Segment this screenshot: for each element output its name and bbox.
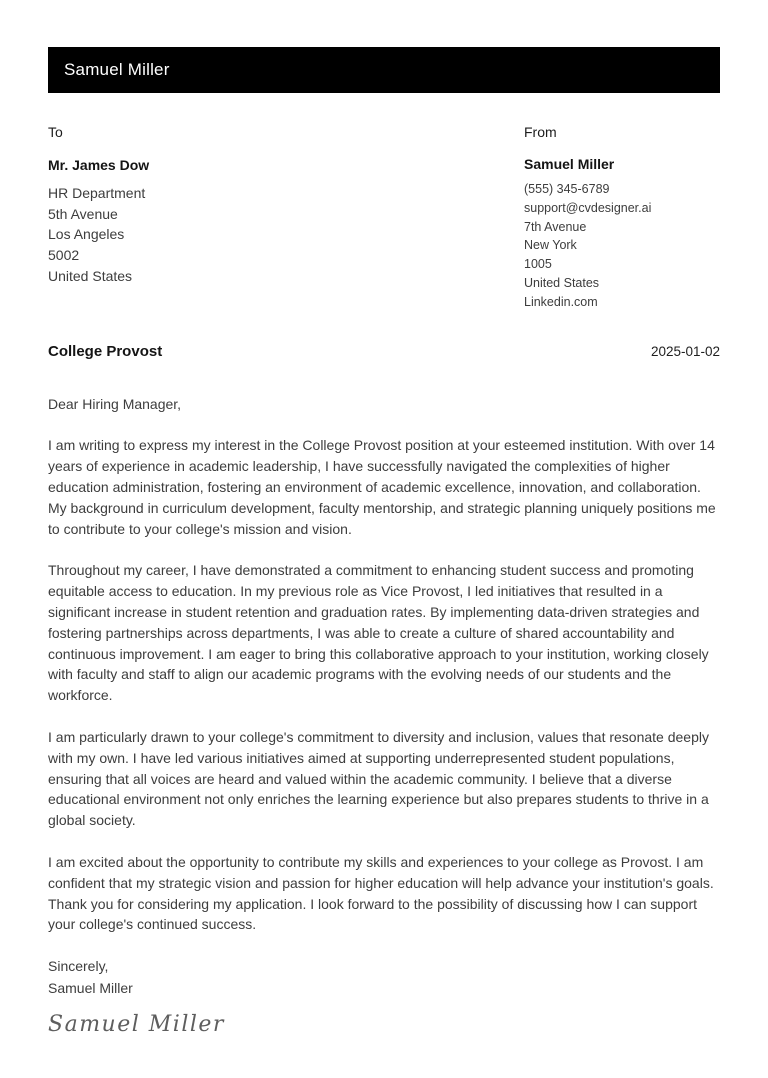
body-paragraph: I am writing to express my interest in the College Provost position at your esteemed institution. With over 14 years of experience in academic leadership, I have successfully navigated the complexities of higher education administration, fostering an environment of academic excellence, innovation, and collaboration. My background in curriculum development, faculty mentorship, and strategic planning uniquely positions me to contribute to your college's mission and vision.: [48, 437, 716, 537]
letter-date: 2025-01-02: [650, 343, 720, 359]
signature-script: Samuel Miller: [48, 1012, 225, 1038]
closing-word: Sincerely,: [48, 958, 109, 975]
body-paragraph: I am excited about the opportunity to contribute my skills and experiences to your college as Provost. I am confident that my strategic vision and passion for higher education will help advance your institution's goals. Thank you for considering my application. I look forward to the possibility of discussing how I can support your college's continued success.: [48, 853, 714, 933]
sender-linkedin: Linkedin.com: [524, 294, 598, 309]
salutation: Dear Hiring Manager,: [48, 395, 182, 412]
recipient-zip: 5002: [48, 247, 80, 264]
sender-name: Samuel Miller: [524, 156, 615, 172]
letterhead-bar: [48, 47, 720, 93]
body-paragraph: Throughout my career, I have demonstrated a commitment to enhancing student success and promoting equitable access to education. In my previous role as Vice Provost, I led initiatives that resulted in a significant increase in student retention and graduation rates. By implementing data-driven strategies and fostering partnerships across departments, I was able to create a culture of shared accountability and continuous improvement. I am eager to bring this collaborative approach to your institution, working closely with faculty and staff to align our academic programs with the evolving needs of our students and the workforce.: [48, 562, 709, 704]
sender-label: From: [524, 124, 557, 140]
sender-block: [524, 124, 720, 312]
recipient-label: To: [48, 124, 63, 140]
closing-name: Samuel Miller: [48, 979, 133, 996]
recipient-street: 5th Avenue: [48, 205, 118, 222]
recipient-block: [48, 124, 524, 312]
sender-city: New York: [524, 238, 577, 253]
closing-block: [48, 956, 720, 999]
address-section: [48, 124, 720, 312]
recipient-city: Los Angeles: [48, 226, 125, 243]
recipient-name: Mr. James Dow: [48, 157, 150, 173]
subject-row: [48, 343, 720, 360]
sender-country: United States: [524, 275, 600, 290]
body-paragraph: I am particularly drawn to your college's commitment to diversity and inclusion, values that resonate deeply with my own. I have led various initiatives aimed at supporting underrepresented student populations, ensuring that all voices are heard and valued within the academic community. I believe that a diverse educational environment not only enriches the learning experience but also prepares students to thrive in a global society.: [48, 728, 709, 829]
subject-position-title: College Provost: [48, 342, 163, 360]
sender-street: 7th Avenue: [524, 219, 587, 234]
sender-zip: 1005: [524, 257, 552, 272]
sender-phone: (555) 345-6789: [524, 182, 610, 196]
recipient-country: United States: [48, 267, 133, 284]
letterhead-name: Samuel Miller: [64, 60, 170, 79]
recipient-department: HR Department: [48, 184, 146, 201]
sender-email: support@cvdesigner.ai: [524, 200, 652, 215]
